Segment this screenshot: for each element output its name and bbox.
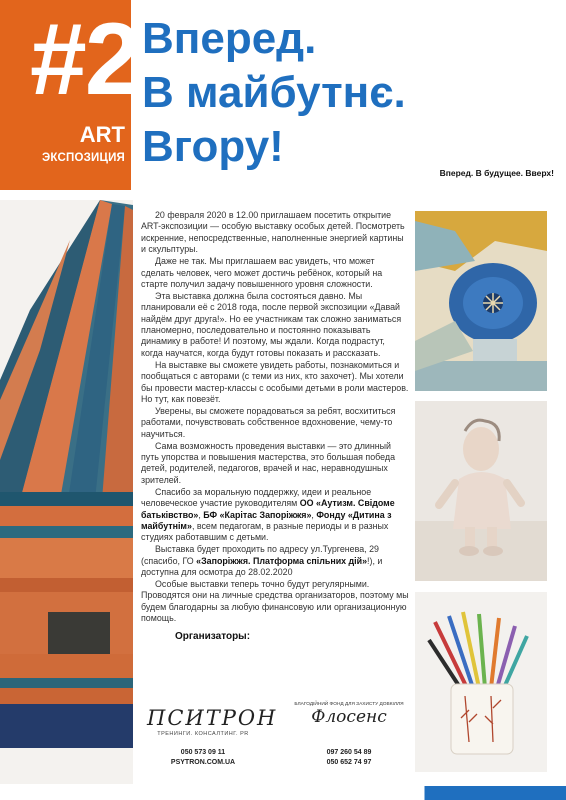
flosens-logo — [293, 702, 405, 727]
page-title — [142, 12, 442, 174]
exhibition-badge — [0, 0, 140, 190]
flosens-caption: БЛАГОДІЙНИЙ ФОНД ДЛЯ ЗАХИСТУ ДОВКІЛЛЯ — [294, 702, 404, 707]
org-platform: «Запоріжжя. Платформа спільних дій» — [196, 555, 368, 566]
organizer-logos — [141, 700, 409, 782]
paragraph-3: Эта выставка должна была состояться давно. Мы планировали её с 2018 года, после первой экспозиции «Давай найдём друг друга!». Но ее участникам так сложно заниматься планомерно, последовательно и постоянно показывать динамику в работе! И поэтому, мы ждали. Когда подрастут, когда научатся, когда будут готовы показать и рассказать. — [141, 290, 402, 358]
organizers-heading: Организаторы: — [175, 630, 251, 642]
paragraph-5: Уверены, вы сможете порадоваться за ребят, восхититься работами, почувствовать собственное вдохновение, чему-то научиться. — [141, 405, 396, 439]
psytron-phone: 050 573 09 11 — [180, 749, 226, 756]
photo-clay-hut — [0, 200, 133, 784]
org-autism: ОО «Аутизм. Свідоме батьківство» — [141, 498, 395, 520]
flosens-phone-2: 050 652 74 97 — [326, 758, 372, 766]
title-line-3: Вгору! — [142, 122, 284, 171]
psytron-tagline: ТРЕНИНГИ. КОНСАЛТИНГ. PR — [157, 731, 249, 737]
title-line-1: Вперед. — [142, 14, 317, 63]
psytron-site: PSYTRON.COM.UA — [170, 758, 236, 766]
flosens-contacts — [291, 748, 407, 767]
paragraph-4: На выставке вы сможете увидеть работы, познакомиться и пообщаться с авторами (с теми из них, кто захочет). Мы хотели бы провести мастер-классы с особыми детьми в роли мастеров. Но тут, как повезёт. — [141, 359, 409, 404]
paragraph-6: Сама возможность проведения выставки — это длинный путь упорства и повышения мастерства, это большая победа детей, родителей, педагогов, врачей и нас, неравнодушных зрителей. — [141, 440, 396, 485]
paragraph-8: Выставка будет проходить по адресу ул.Тургенева, 29 (спасибо, ГО «Запоріжжя. Платформа спільних дій»!), и доступна для осмотра до 28.02.2020 — [141, 544, 383, 578]
bottom-accent-bar — [0, 786, 566, 800]
clay-hut-image — [0, 200, 133, 784]
psytron-name: ПСИТРОН — [147, 706, 278, 730]
paragraph-2: Даже не так. Мы приглашаем вас увидеть, что может сделать человек, чего может достичь ребёнок, который на старте получил задачу повышенного уровня сложности. — [141, 256, 383, 289]
pencil-cup-image — [415, 592, 547, 772]
psytron-contacts — [143, 748, 263, 767]
clay-figure-image — [415, 401, 547, 581]
photo-pencil-cup — [415, 592, 547, 772]
article-body — [141, 210, 409, 642]
org-caritas: БФ «Карітас Запоріжжя» — [203, 509, 312, 520]
badge-art-label: ART — [79, 122, 125, 147]
flosens-phone-1: 097 260 54 89 — [326, 749, 372, 756]
page-subtitle: Вперед. В будущее. Вверх! — [439, 168, 554, 178]
paragraph-7: Спасибо за моральную поддержку, идеи и реальное человеческое участие руководителям ОО «Аутизм. Свідоме батьківство», БФ «Карітас Запоріжжя», Фонду «Дитина з майбутнім», всем педагогам, в разные периоды и в разных студиях работавшим с детьми. — [141, 486, 395, 543]
paragraph-9: Особые выставки теперь точно будут регулярными. Проводятся они на личные средства организаторов, поэтому мы будем благодарны за любую финансовую или организационную помощь. — [141, 579, 409, 624]
painting-image — [415, 211, 547, 391]
badge-subtitle: ЭКСПОЗИЦИЯ — [42, 152, 125, 164]
photo-painting-blue-sphere — [415, 211, 547, 391]
psytron-logo — [147, 706, 278, 737]
title-line-2: В майбутнє. — [142, 68, 406, 117]
photo-clay-figure — [415, 401, 547, 581]
badge-number: #2 — [30, 2, 140, 116]
paragraph-1: 20 февраля 2020 в 12.00 приглашаем посетить открытие ART-экспозиции — особую выставку особых детей. Посмотреть искренние, непосредственные, наполненные энергией картины и скульптуры. — [141, 210, 405, 255]
org-child-future: Фонду «Дитина з майбутнім» — [141, 509, 392, 531]
flosens-name: Флосенс — [311, 707, 387, 728]
